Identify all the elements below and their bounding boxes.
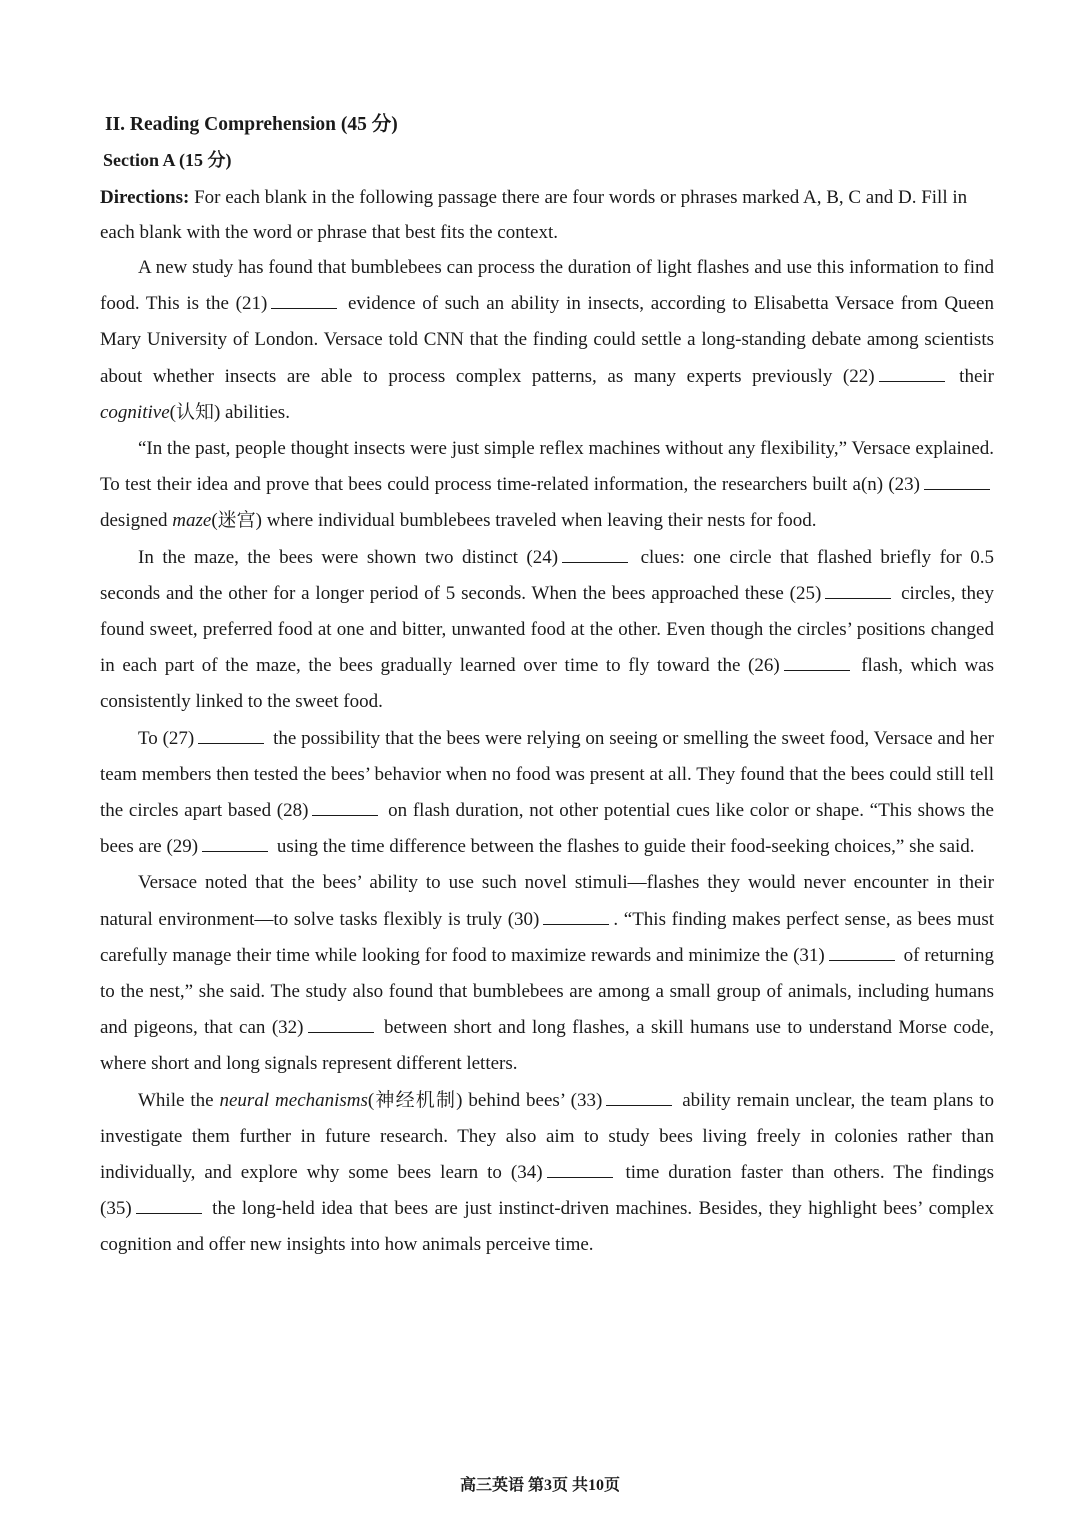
answer-blank-34[interactable] (547, 1159, 613, 1178)
directions (100, 180, 994, 250)
answer-blank-24[interactable] (562, 544, 628, 563)
text: between short and long flashes, a skill humans use to understand Morse code, where short and long signals represent different letters. (100, 1017, 994, 1075)
paragraph-4 (100, 721, 994, 866)
directions-text: For each blank in the following passage there are four words or phrases marked A, B, C and D. Fill in each blank with the word or phrase that best fits the context. (100, 187, 968, 243)
paragraph-5 (100, 865, 994, 1082)
term-cognitive: cognitive (100, 401, 170, 423)
text: time duration faster than others. The findings (616, 1162, 994, 1184)
text: ability remain unclear, the team plans to investigate them further in future research. They also aim to study bees living freely in colonies rather than individually, and explore why some bees learn to (100, 1089, 995, 1184)
text: the possibility that the bees were relying on seeing or smelling the sweet food, Versace and her team members then tested the bees’ behavior when no food was present at all. They found that the bees could still tell the circles apart based (100, 727, 995, 822)
answer-blank-29[interactable] (202, 833, 268, 852)
text: A new study has found that bumblebees can process the duration of light flashes and use this information to find food. This is the (100, 257, 994, 315)
question-number: (30) (507, 908, 540, 930)
answer-blank-31[interactable] (829, 942, 895, 961)
question-34 (511, 1162, 617, 1183)
question-number: (32) (271, 1017, 304, 1039)
directions-label: Directions: (100, 187, 190, 208)
question-33 (571, 1090, 677, 1111)
question-number: (25) (789, 582, 822, 604)
question-23 (888, 474, 994, 495)
answer-blank-26[interactable] (784, 652, 850, 671)
question-27 (163, 728, 269, 749)
question-number: (22) (842, 365, 875, 387)
question-30 (508, 909, 614, 930)
answer-blank-30[interactable] (543, 906, 609, 925)
question-number: (24) (526, 546, 559, 568)
answer-blank-25[interactable] (825, 580, 891, 599)
question-number: (26) (748, 655, 780, 677)
answer-blank-27[interactable] (198, 725, 264, 744)
answer-blank-33[interactable] (606, 1087, 672, 1106)
term-maze: maze (172, 510, 212, 532)
answer-blank-28[interactable] (312, 797, 378, 816)
question-28 (277, 800, 383, 821)
paragraph-2 (100, 431, 994, 540)
question-number: (33) (570, 1089, 603, 1111)
answer-blank-23[interactable] (924, 471, 990, 490)
text: their (948, 365, 994, 387)
question-number: (28) (276, 800, 309, 822)
question-29 (166, 836, 272, 857)
paragraph-6 (100, 1083, 994, 1264)
text: circles, they found sweet, preferred food at one and bitter, unwanted food at the other. Even though the circles’ positions changed in each part of the maze, the bees gradually learned over time to fly toward the (100, 582, 994, 677)
question-32 (272, 1017, 378, 1038)
text: In the maze, the bees were shown two distinct (138, 546, 527, 568)
text: designed (100, 510, 173, 532)
question-26 (748, 655, 854, 676)
question-number: (23) (888, 474, 920, 496)
text: evidence of such an ability in insects, according to Elisabetta Versace from Queen Mary University of London. Versace told CNN that the finding could settle a long-standing debate among scientists about whether insects are able to process complex patterns, as many experts previously (100, 293, 994, 387)
text: on flash duration, not other potential cues like color or shape. “This shows the bees are (100, 800, 994, 858)
text: of returning to the nest,” she said. The study also found that bumblebees are among a small group of animals, including humans and pigeons, that can (100, 944, 994, 1039)
answer-blank-22[interactable] (879, 363, 945, 382)
text: Versace noted that the bees’ ability to use such novel stimuli—flashes they would never encounter in their natural environment—to solve tasks flexibly is truly (100, 872, 994, 930)
text: (迷宫) where individual bumblebees traveled when leaving their nests for food. (211, 510, 817, 532)
text: flash, which was consistently linked to the sweet food. (100, 655, 995, 713)
term-neural-mechanisms: neural mechanisms (219, 1089, 368, 1111)
answer-blank-35[interactable] (136, 1195, 202, 1214)
question-number: (29) (166, 836, 199, 858)
text: While the (138, 1089, 220, 1111)
text: To (138, 727, 163, 749)
part-heading: II. Reading Comprehension (45 分) (105, 114, 398, 135)
question-25 (790, 583, 896, 604)
text: clues: one circle that flashed briefly for 0.5 seconds and the other for a longer period of 5 seconds. When the bees approached these (100, 546, 995, 604)
text: the long-held idea that bees are just instinct-driven machines. Besides, they highlight bees’ complex cognition and offer new insights into how animals perceive time. (100, 1198, 994, 1256)
paragraph-3 (100, 540, 994, 721)
text: using the time difference between the flashes to guide their food-seeking choices,” she said. (272, 836, 975, 858)
question-number: (35) (100, 1198, 132, 1220)
text: . “This finding makes perfect sense, as bees must carefully manage their time while looking for food to maximize rewards and minimize the (100, 908, 994, 966)
question-31 (793, 945, 899, 966)
question-number: (31) (793, 944, 825, 966)
page-footer: 高三英语 第3页 共10页 (459, 1477, 620, 1494)
question-number: (21) (235, 293, 268, 315)
question-number: (34) (510, 1162, 543, 1184)
text: (神经机制) behind bees’ (367, 1089, 571, 1111)
text: “In the past, people thought insects were just simple reflex machines without any flexibility,” Versace explained. To test their idea and prove that bees could process time-related information, the researchers built a(n) (100, 438, 994, 496)
question-number: (27) (162, 727, 195, 749)
answer-blank-32[interactable] (308, 1014, 374, 1033)
question-35 (100, 1198, 206, 1219)
question-21 (236, 293, 342, 314)
answer-blank-21[interactable] (271, 290, 337, 309)
text: (认知) abilities. (169, 401, 290, 423)
question-22 (843, 366, 949, 387)
paragraph-1 (100, 250, 994, 431)
section-heading: Section A (15 分) (103, 150, 232, 170)
question-24 (526, 547, 632, 568)
